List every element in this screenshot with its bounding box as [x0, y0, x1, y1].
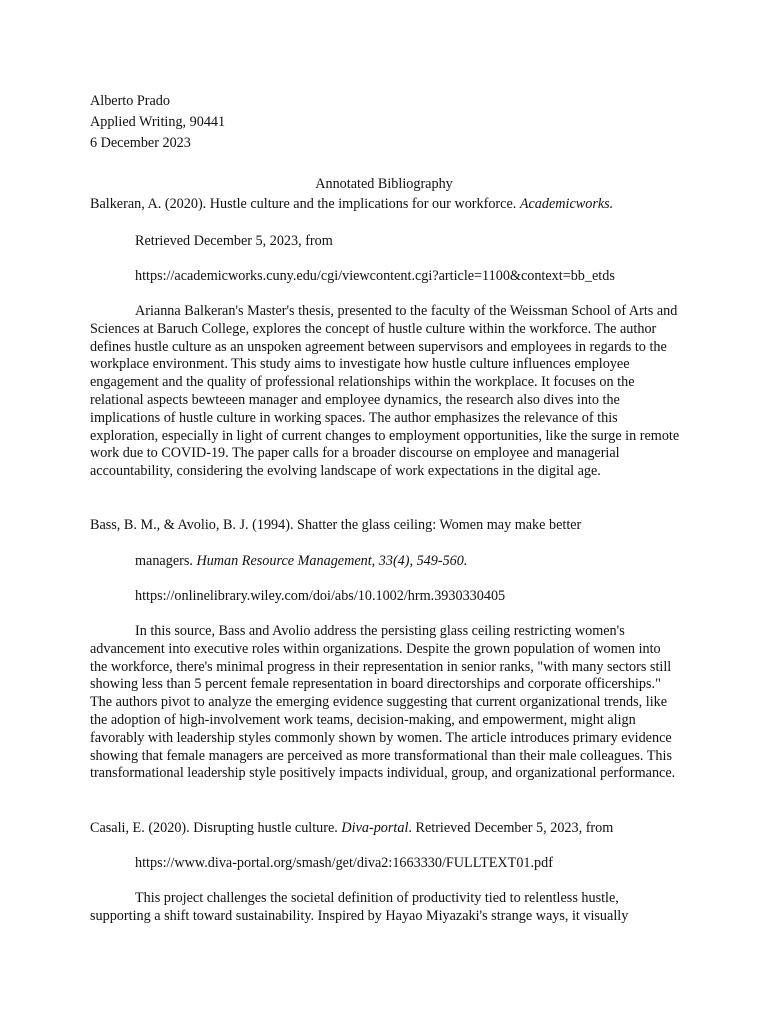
citation-3-text: Casali, E. (2020). Disrupting hustle culture.	[90, 820, 342, 836]
citation-1-text: Balkeran, A. (2020). Hustle culture and the implications for our workforce.	[90, 196, 520, 212]
citation-1-url: https://academicworks.cuny.edu/cgi/viewcontent.cgi?article=1100&context=bb_etds	[135, 268, 615, 284]
citation-2-text: managers.	[135, 553, 197, 569]
course-name: Applied Writing, 90441	[90, 114, 226, 130]
citation-2-line-2	[135, 552, 467, 570]
citation-2-url: https://onlinelibrary.wiley.com/doi/abs/10.1002/hrm.3930330405	[135, 588, 506, 604]
citation-3-retrieved: . Retrieved December 5, 2023, from	[408, 820, 614, 836]
citation-2-line-1: Bass, B. M., & Avolio, B. J. (1994). Shatter the glass ceiling: Women may make better	[90, 517, 582, 533]
citation-3-url: https://www.diva-portal.org/smash/get/diva2:1663330/FULLTEXT01.pdf	[135, 855, 553, 871]
annotation-1: Arianna Balkeran's Master's thesis, presented to the faculty of the Weissman School of Arts and Sciences at Baruch College, explores the concept of hustle culture within the workforce. The author defines hustle culture as an unspoken agreement between supervisors and employees in regards to the workplace environment. This study aims to investigate how hustle culture influences employee engagement and the quality of professional relationships within the workplace. It focuses on the relational aspects bewteeen manager and employee dynamics, the research also dives into the implications of hustle culture in working spaces. The author emphasizes the relevance of this exploration, especially in light of current changes to employment opportunities, like the surge in remote work due to COVID-19. The paper calls for a broader discourse on employee and managerial accountability, considering the evolving landscape of work expectations in the digital age.	[90, 303, 680, 480]
citation-1-retrieved: Retrieved December 5, 2023, from	[135, 233, 333, 249]
author-name: Alberto Prado	[90, 93, 170, 109]
citation-3-source: Diva-portal	[341, 820, 409, 836]
citation-1-line-1	[90, 195, 613, 213]
citation-2-source: Human Resource Management, 33(4), 549-560.	[196, 553, 468, 569]
annotation-2: In this source, Bass and Avolio address the persisting glass ceiling restricting women's advancement into executive roles within organizations. Despite the grown population of women into the workforce, there's minimal progress in their representation in senior ranks, "with many sectors still showing less than 5 percent female representation in board directorships and corporate officerships." The authors pivot to analyze the emerging evidence suggesting that current organizational trends, like the adoption of high-involvement work teams, decision-making, and empowerment, might align favorably with leadership styles commonly shown by women. The article introduces primary evidence showing that female managers are perceived as more transformational than their male colleagues. This transformational leadership style positively impacts individual, group, and organizational performance.	[90, 623, 676, 782]
citation-3-line-1	[90, 819, 613, 837]
document-date: 6 December 2023	[90, 135, 191, 151]
page-title: Annotated Bibliography	[315, 176, 453, 192]
annotation-3: This project challenges the societal definition of productivity tied to relentless hustle, supporting a shift toward sustainability. Inspired by Hayao Miyazaki's strange ways, it visually	[90, 890, 629, 924]
citation-1-source: Academicworks.	[519, 196, 614, 212]
